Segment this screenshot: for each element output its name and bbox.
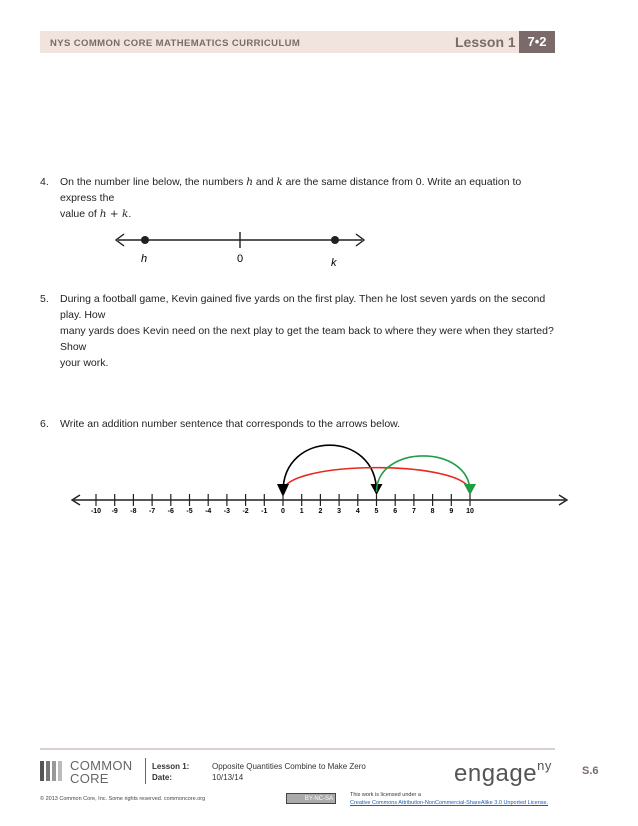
problem-5-line2: many yards does Kevin need on the next play to get the team back to where they were when they started? Show [60,325,554,353]
problem-5-line3: your work. [60,357,109,369]
tick-label: 10 [466,508,474,515]
common-core-logo-text [70,759,132,785]
lesson-label: Lesson 1: [152,762,190,771]
engageny-logo [454,760,552,788]
tick-label: -7 [148,508,156,515]
logo-line1: COMMON [70,758,133,773]
text-segment: . [128,208,132,220]
date-label: Date: [152,773,173,782]
label-k: k [331,257,337,269]
problem-5-line1: During a football game, Kevin gained five yards on the first play. Then he lost seven yards on the second play. How [60,293,546,321]
problem-number: 5. [40,293,49,305]
footer-divider [145,758,146,784]
arc-arrowhead [464,484,476,495]
expression-h-plus-k: h + k [99,208,129,220]
problem-number: 6. [40,418,49,430]
variable-k: k [276,176,283,188]
lesson-name: Opposite Quantities Combine to Make Zero [212,762,366,771]
tick-label: -1 [261,508,268,515]
label-h: h [141,253,148,265]
tick-label: 7 [411,508,416,515]
tick-label: 8 [430,508,435,515]
tick-label: -3 [223,508,231,515]
tick-label: 2 [318,508,323,515]
logo-line2: CORE [70,771,109,786]
label-zero: 0 [237,253,244,265]
copyright-text: © 2013 Common Core, Inc. Some rights reserved. commoncore.org [40,796,206,802]
tick-label: 9 [449,508,454,515]
lesson-title: Lesson 1 [455,34,516,50]
curriculum-title: NYS COMMON CORE MATHEMATICS CURRICULUM [50,38,301,49]
text-segment: are the same distance from 0. Write an equation to express the [60,176,522,204]
grade-module-badge: 7•2 [519,31,555,53]
tick-label: 6 [393,508,398,515]
license-text: This work is licensed under a [350,792,421,798]
arc-group [277,445,476,497]
cc-license-badge: BY-NC-SA [286,793,336,804]
problem-number: 4. [40,176,49,188]
tick-label: -2 [242,508,249,515]
date-value: 10/13/14 [212,773,244,782]
text-segment: value of [60,208,100,220]
footer-rule [40,748,555,750]
tick-label: -6 [167,508,174,515]
tick-group [91,494,474,515]
tick-label: -5 [186,508,193,515]
brand-sup: ny [537,758,552,773]
problem-6-line1: Write an addition number sentence that corresponds to the arrows below. [60,418,401,430]
common-core-logo-icon [40,761,68,781]
tick-label: -8 [130,508,137,515]
tick-label: 4 [355,508,360,515]
tick-label: -4 [205,508,212,515]
jump-arc [377,456,471,492]
tick-label: 1 [299,508,304,515]
text-segment: and [252,176,277,188]
tick-label: -9 [111,508,118,515]
brand-text: engage [454,760,538,787]
license-link[interactable]: Creative Commons Attribution-NonCommercial-ShareAlike 3.0 Unported License. [350,800,549,806]
tick-label: 5 [374,508,379,515]
tick-label: 3 [337,508,342,515]
tick-label: 0 [281,508,285,515]
page-number: S.6 [582,765,599,777]
text-segment: On the number line below, the numbers [60,176,247,188]
tick-label: -10 [90,508,102,515]
variable-h: h [246,176,253,188]
